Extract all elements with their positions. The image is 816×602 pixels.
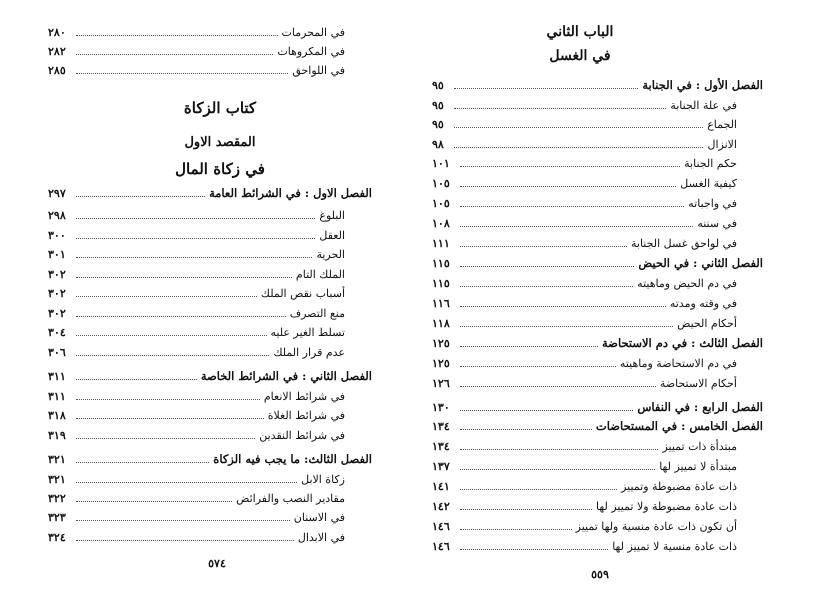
toc-label: أحكام الحيض: [677, 316, 737, 330]
leader-dots: [454, 88, 639, 89]
leader-dots: [76, 257, 313, 258]
toc-row: [48, 323, 345, 341]
toc-label: في واجباته: [688, 196, 737, 210]
toc-label: منع التصرف: [289, 306, 345, 320]
toc-chapter: [432, 334, 763, 352]
toc-page: ٣١١: [48, 389, 66, 403]
toc-page: ٣١٨: [48, 408, 66, 422]
toc-page: ٢٨٠: [48, 25, 66, 39]
toc-page: ٣١١: [48, 369, 66, 383]
toc-label: الجماع: [707, 117, 737, 131]
toc-row: [432, 354, 737, 372]
toc-page: ١٤١: [432, 479, 450, 493]
toc-row: [48, 284, 345, 302]
toc-row: [432, 154, 737, 172]
toc-page: ٣٠١: [48, 247, 66, 261]
leader-dots: [76, 218, 316, 219]
leader-dots: [460, 306, 666, 307]
section-subtitle: في زكاة المال: [175, 160, 265, 178]
leader-dots: [460, 366, 616, 367]
toc-page: ١٣٤: [432, 439, 450, 453]
toc-page: ٣٠٢: [48, 306, 66, 320]
book-title: كتاب الزكاة: [183, 99, 257, 117]
leader-dots: [76, 54, 274, 55]
toc-page: ١١٨: [432, 316, 450, 330]
toc-label: الفصل الخامس : في المستحاضات: [595, 419, 763, 433]
toc-label: عدم قرار الملك: [273, 345, 345, 359]
toc-label: ذات عادة مضبوطة وتمييز: [621, 479, 737, 493]
toc-label: مبتدأة ذات تمييز: [662, 439, 737, 453]
leader-dots: [76, 399, 260, 400]
page-number: ٥٥٩: [591, 568, 609, 581]
toc-row: [48, 226, 345, 244]
toc-page: ١١٥: [432, 276, 450, 290]
toc-page: ٣٠٦: [48, 345, 66, 359]
toc-label: في دم الحيض وماهيته: [637, 276, 737, 290]
toc-chapter: [48, 367, 372, 385]
toc-label: في المحرمات: [281, 25, 345, 39]
toc-page: ١٤٢: [432, 499, 450, 513]
leader-dots: [460, 410, 634, 411]
toc-label: الانزال: [707, 137, 737, 151]
toc-label: في سننه: [697, 216, 737, 230]
leader-dots: [76, 540, 294, 541]
toc-label: زكاة الابل: [301, 472, 345, 486]
leader-dots: [460, 386, 656, 387]
toc-row: [48, 508, 345, 526]
leader-dots: [460, 326, 673, 327]
toc-page: ٣٢٢: [48, 491, 66, 505]
toc-label: ذات عادة مضبوطة ولا تمييز لها: [596, 499, 737, 513]
toc-row: [432, 115, 737, 133]
toc-row: [432, 517, 737, 535]
toc-label: مبتدأة لا تمييز لها: [659, 459, 737, 473]
toc-label: أسباب نقص الملك: [260, 286, 345, 300]
toc-label: الحرية: [316, 247, 345, 261]
toc-label: تسلط الغير عليه: [270, 325, 345, 339]
toc-page: ٢٩٨: [48, 208, 66, 222]
toc-page: ٣٢٣: [48, 510, 66, 524]
toc-label: في المكروهات: [277, 44, 345, 58]
toc-label: في علة الجنابة: [670, 98, 737, 112]
leader-dots: [460, 346, 598, 347]
toc-row: [48, 528, 345, 546]
toc-label: مقادير النصب والفرائض: [236, 491, 345, 505]
toc-label: أحكام الاستحاضة: [659, 376, 737, 390]
toc-row: [48, 265, 345, 283]
leader-dots: [76, 438, 256, 439]
toc-row: [48, 426, 345, 444]
toc-label: الفصل الاول : في الشرائط العامة: [209, 186, 372, 200]
toc-chapter: [432, 76, 763, 94]
toc-label: كيفية الغسل: [680, 176, 737, 190]
part-title: الباب الثاني: [546, 24, 614, 40]
leader-dots: [460, 226, 694, 227]
toc-label: الفصل الثاني : في الشرائط الخاصة: [200, 369, 372, 383]
toc-row: [432, 477, 737, 495]
leader-dots: [76, 316, 286, 317]
toc-row: [432, 457, 737, 475]
toc-page: ٢٨٢: [48, 44, 66, 58]
toc-page: ٩٥: [432, 98, 444, 112]
leader-dots: [76, 335, 267, 336]
toc-row: [432, 437, 737, 455]
leader-dots: [460, 186, 677, 187]
toc-label: في شرائط الغلاة: [267, 408, 345, 422]
toc-row: [48, 406, 345, 424]
leader-dots: [76, 73, 289, 74]
leader-dots: [76, 196, 205, 197]
toc-row: [432, 314, 737, 332]
leader-dots: [460, 429, 592, 430]
toc-page: ١٢٦: [432, 376, 450, 390]
toc-page: ١٣٠: [432, 400, 450, 414]
leader-dots: [460, 469, 655, 470]
toc-label: في الابدال: [297, 530, 345, 544]
leader-dots: [460, 549, 608, 550]
toc-page: ٩٨: [432, 137, 444, 151]
toc-label: ذات عادة منسية لا تمييز لها: [612, 539, 737, 553]
toc-row: [432, 537, 737, 555]
toc-row: [432, 294, 737, 312]
toc-label: الفصل الأول : في الجنابة: [642, 78, 763, 92]
section-title: المقصد الاول: [184, 135, 256, 150]
leader-dots: [460, 449, 659, 450]
toc-page: ١٤٦: [432, 519, 450, 533]
leader-dots: [454, 108, 667, 109]
toc-chapter: [48, 184, 372, 202]
toc-row: [432, 96, 737, 114]
page-number: ٥٧٤: [208, 557, 226, 570]
toc-page: ١٣٤: [432, 419, 450, 433]
toc-page: ٢٨٥: [48, 63, 66, 77]
toc-chapter: [432, 398, 763, 416]
toc-label: الفصل الثالث : في دم الاستحاضة: [602, 336, 763, 350]
toc-row: [48, 470, 345, 488]
toc-row: [48, 206, 345, 224]
toc-page: ٣٠٢: [48, 267, 66, 281]
toc-row: [432, 174, 737, 192]
leader-dots: [76, 379, 197, 380]
leader-dots: [460, 489, 617, 490]
toc-page: ٣٠٤: [48, 325, 66, 339]
toc-page: ١١٦: [432, 296, 450, 310]
toc-page: ١٤٦: [432, 539, 450, 553]
leader-dots: [76, 520, 290, 521]
toc-row: [48, 387, 345, 405]
toc-page: ١١٥: [432, 256, 450, 270]
toc-label: أن تكون ذات عادة منسية ولها تمييز: [575, 519, 737, 533]
toc-page: ٣٢١: [48, 452, 66, 466]
toc-page: ١٠١: [432, 156, 450, 170]
toc-label: في دم الاستحاضة وماهيته: [619, 356, 737, 370]
toc-label: الفصل الرابع : في النفاس: [637, 400, 763, 414]
toc-page: ٣٠٢: [48, 286, 66, 300]
toc-row: [48, 343, 345, 361]
toc-label: الفصل الثاني : في الحيض: [638, 256, 763, 270]
leader-dots: [76, 418, 264, 419]
toc-row: [432, 497, 737, 515]
toc-page: ٣١٩: [48, 428, 66, 442]
leader-dots: [460, 529, 572, 530]
leader-dots: [460, 509, 592, 510]
toc-page: ٣٢١: [48, 472, 66, 486]
toc-label: في الاسنان: [293, 510, 345, 524]
toc-page: ٣٠٠: [48, 228, 66, 242]
leader-dots: [76, 238, 316, 239]
toc-row: [48, 245, 345, 263]
leader-dots: [460, 166, 680, 167]
toc-row: [432, 135, 737, 153]
right-page: [420, 0, 816, 602]
toc-page: ١٠٨: [432, 216, 450, 230]
toc-page: ١١١: [432, 236, 450, 250]
leader-dots: [76, 355, 270, 356]
toc-row: [432, 374, 737, 392]
toc-label: في شرائط الانعام: [263, 389, 345, 403]
toc-page: ١٢٥: [432, 356, 450, 370]
toc-row: [432, 274, 737, 292]
toc-label: في لواحق غسل الجنابة: [630, 236, 737, 250]
toc-chapter: [432, 417, 763, 435]
toc-page: ٩٥: [432, 117, 444, 131]
leader-dots: [76, 462, 210, 463]
leader-dots: [460, 206, 685, 207]
leader-dots: [76, 277, 292, 278]
leader-dots: [76, 35, 278, 36]
leader-dots: [460, 266, 635, 267]
toc-row: [432, 234, 737, 252]
toc-row: [432, 214, 737, 232]
toc-label: في وقته ومدته: [669, 296, 737, 310]
toc-page: ١٠٥: [432, 176, 450, 190]
leader-dots: [76, 482, 297, 483]
toc-row: [48, 489, 345, 507]
toc-label: الملك التام: [295, 267, 345, 281]
leader-dots: [76, 501, 232, 502]
toc-page: ٩٥: [432, 78, 444, 92]
toc-page: ١٣٧: [432, 459, 450, 473]
leader-dots: [460, 246, 627, 247]
toc-label: في شرائط النقدين: [259, 428, 345, 442]
toc-label: العقل: [319, 228, 345, 242]
toc-row: [48, 304, 345, 322]
toc-row: [432, 194, 737, 212]
toc-chapter: [432, 254, 763, 272]
toc-page: ١٠٥: [432, 196, 450, 210]
leader-dots: [460, 286, 633, 287]
toc-page: ١٢٥: [432, 336, 450, 350]
toc-row: [48, 42, 345, 60]
toc-row: [48, 61, 345, 79]
toc-page: ٣٢٤: [48, 530, 66, 544]
leader-dots: [454, 127, 703, 128]
toc-row: [48, 23, 345, 41]
part-subtitle: في الغسل: [549, 48, 611, 64]
toc-page: ٢٩٧: [48, 186, 66, 200]
leader-dots: [76, 296, 257, 297]
toc-label: البلوغ: [319, 208, 345, 222]
toc-chapter: [48, 450, 372, 468]
leader-dots: [454, 147, 704, 148]
toc-label: الفصل الثالث: ما يجب فيه الزكاة: [213, 452, 372, 466]
toc-label: في اللواحق: [292, 63, 345, 77]
toc-label: حكم الجنابة: [684, 156, 737, 170]
